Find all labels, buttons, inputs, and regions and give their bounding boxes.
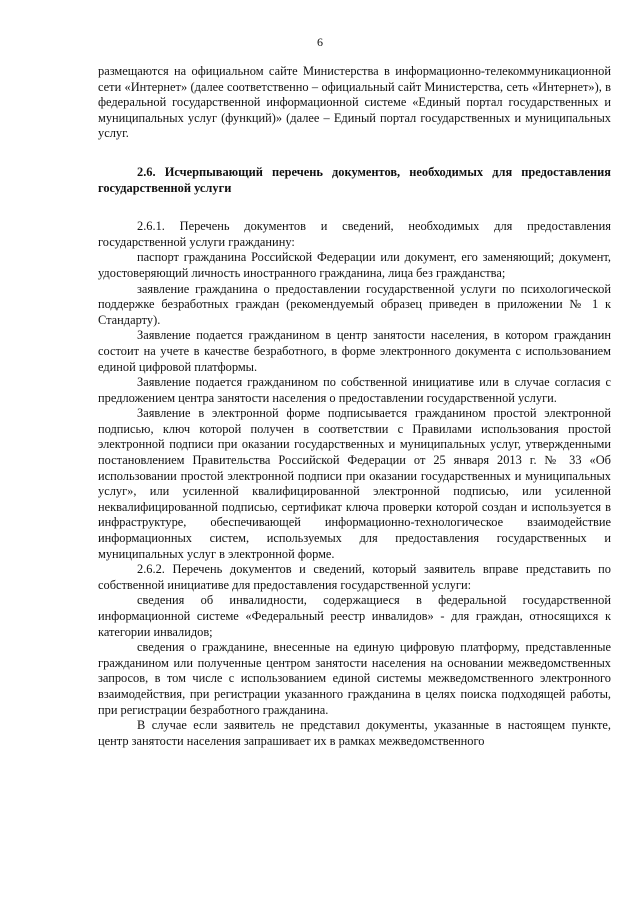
- section-heading: 2.6. Исчерпывающий перечень документов, необходимых для предоставления государственной услуги: [98, 164, 611, 195]
- paragraph-2-6-2: 2.6.2. Перечень документов и сведений, который заявитель вправе представить по собственной инициативе для предоставления государственной услуги:: [98, 562, 611, 592]
- paragraph-passport: паспорт гражданина Российской Федерации или документ, его заменяющий; документ, удостоверяющий личность иностранного гражданина, лица без гражданства;: [98, 250, 611, 280]
- paragraph-submission-center: Заявление подается гражданином в центр занятости населения, в котором гражданин состоит на учете в качестве безработного, в форме электронного документа с использованием единой цифровой платформы.: [98, 328, 611, 374]
- paragraph-submission-initiative: Заявление подается гражданином по собственной инициативе или в случае согласия с предложением центра занятости населения о предоставлении государственной услуги.: [98, 375, 611, 405]
- paragraph-application: заявление гражданина о предоставлении государственной услуги по психологической поддержке безработных граждан (рекомендуемый образец приведен в приложении № 1 к Стандарту).: [98, 281, 611, 327]
- page-number: 6: [317, 35, 323, 49]
- paragraph-disability-info: сведения об инвалидности, содержащиеся в федеральной государственной информационной системе «Федеральный реестр инвалидов» - для граждан, относящихся к категории инвалидов;: [98, 593, 611, 639]
- paragraph-electronic-signature: Заявление в электронной форме подписывается гражданином простой электронной подписью, ключ которой получен в соответствии с Правилами использования простой электронной подписи при оказании государственных и муниципальных услуг, утвержденными постановлением Правительства Российской Федерации от 25 января 2013 г. № 33 «Об использовании простой электронной подписи при оказании государственных и муниципальных услуг», или усиленной квалифицированной электронной подписью, или усиленной неквалифицированной подписью, сертификат ключа проверки которой создан и используется в инфраструктуре, обеспечивающей информационно-технологическое взаимодействие информационных систем, используемых для предоставления государственных и муниципальных услуг в электронной форме.: [98, 406, 611, 561]
- paragraph-interagency-request: В случае если заявитель не представил документы, указанные в настоящем пункте, центр занятости населения запрашивает их в рамках межведомственного: [98, 718, 611, 748]
- intro-paragraph: размещаются на официальном сайте Министерства в информационно-телекоммуникационной сети «Интернет» (далее соответственно – официальный сайт Министерства, сеть «Интернет»), в федеральной государственной информационной системе «Единый портал государственных и муниципальных услуг (функций)» (далее – Единый портал государственных и муниципальных услуг.: [98, 64, 611, 141]
- paragraph-citizen-info: сведения о гражданине, внесенные на единую цифровую платформу, представленные гражданином или полученные центром занятости населения на основании межведомственных запросов, в том числе с использованием единой системы межведомственного электронного взаимодействия, при регистрации указанного гражданина в целях поиска подходящей работы, при регистрации безработного гражданина.: [98, 640, 611, 717]
- paragraph-2-6-1: 2.6.1. Перечень документов и сведений, необходимых для предоставления государственной услуги гражданину:: [98, 219, 611, 249]
- document-body: [98, 64, 611, 749]
